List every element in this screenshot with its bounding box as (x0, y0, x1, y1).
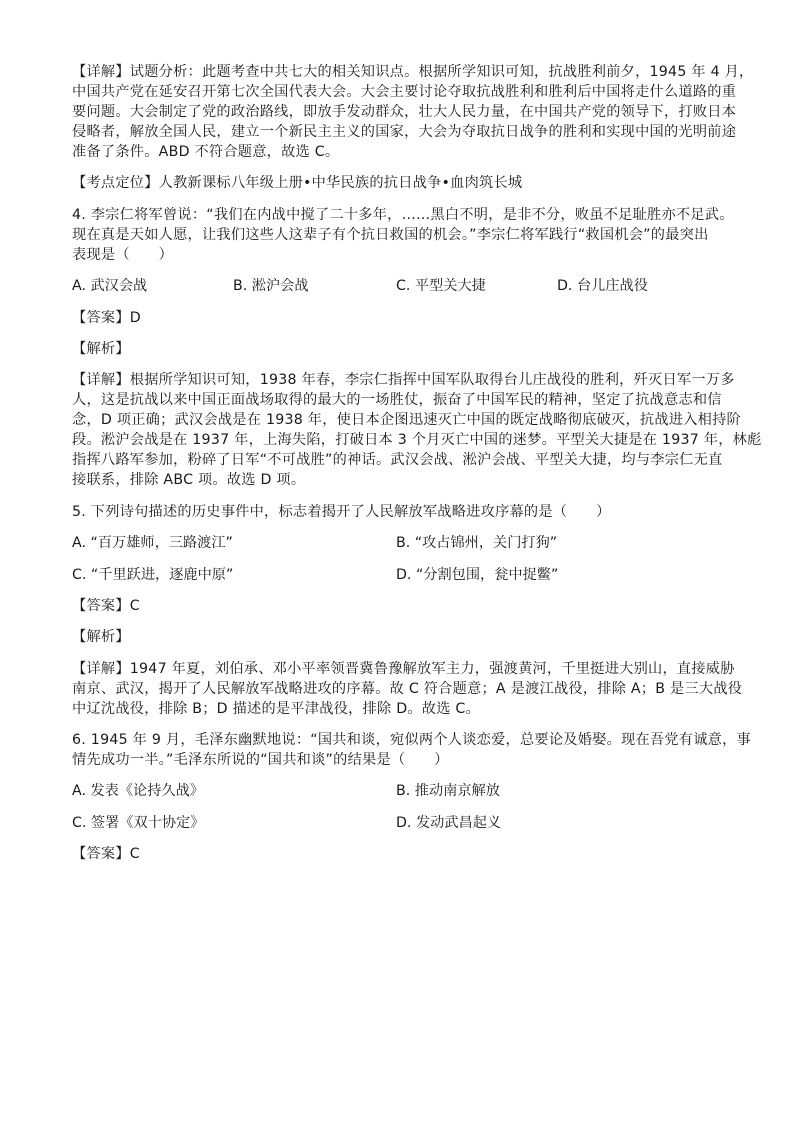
text-line: 【考点定位】人教新课标八年级上册•中华民族的抗日战争•血肉筑长城 (72, 175, 523, 192)
answer-option: C. “千里跃进，逐鹿中原” (72, 566, 234, 583)
text-line: 念，D 项正确；武汉会战是在 1938 年，使日本企图迅速灭亡中国的既定战略彻底破灭，抗战进入相持阶 (72, 412, 741, 429)
answer-option: B. “攻占锦州，关门打狗” (396, 535, 558, 552)
text-line: 【答案】D (72, 309, 141, 326)
answer-option: A. “百万雄师，三路渡江” (72, 535, 233, 552)
answer-option: B. 淞沪会战 (233, 278, 309, 295)
text-line: 情先成功一半。”毛泽东所说的“国共和谈”的结果是（ ） (72, 752, 449, 769)
answer-option: B. 推动南京解放 (396, 783, 500, 800)
text-line: 6. 1945 年 9 月，毛泽东幽默地说：“国共和谈，宛似两个人谈恋爱，总要论及婚娶。现在吾党有诚意，事 (72, 732, 751, 749)
answer-option: D. 发动武昌起义 (396, 814, 502, 831)
text-line: 5. 下列诗句描述的历史事件中，标志着揭开了人民解放军战略进攻序幕的是（ ） (72, 503, 611, 520)
text-line: 表现是（ ） (72, 246, 174, 263)
text-line: 【解析】 (72, 629, 130, 646)
text-line: 接联系，排除 ABC 项。故选 D 项。 (72, 472, 306, 489)
document-page (72, 62, 762, 864)
text-line: 【答案】C (72, 597, 140, 614)
option-row (72, 565, 726, 585)
option-row (72, 781, 726, 801)
text-line: 现在真是天如人愿，让我们这些人这辈子有个抗日救国的机会。”李宗仁将军践行“救国机会”的最突出 (72, 226, 709, 243)
option-row (72, 813, 726, 833)
answer-option: C. 平型关大捷 (396, 278, 486, 295)
option-row (72, 533, 726, 553)
text-line: 段。淞沪会战是在 1937 年，上海失陷，打破日本 3 个月灭亡中国的迷梦。平型关大捷是在 1937 年，林彪 (72, 432, 762, 449)
text-line: 4. 李宗仁将军曾说：“我们在内战中搅了二十多年，……黑白不明，是非不分，败虽不足耻胜亦不足武。 (72, 206, 734, 223)
answer-option: D. 台儿庄战役 (557, 278, 648, 295)
text-line: 【详解】试题分析：此题考查中共七大的相关知识点。根据所学知识可知，抗战胜利前夕，1945 年 4 月， (72, 64, 754, 80)
text-line: 指挥八路军参加，粉碎了日军“不可战胜”的神话。武汉会战、淞沪会战、平型关大捷，均与李宗仁无直 (72, 452, 723, 469)
text-line: 要问题。大会制定了党的政治路线，即放手发动群众，壮大人民力量，在中国共产党的领导下，打败日本 (72, 104, 737, 120)
answer-option: C. 签署《双十协定》 (72, 814, 205, 831)
text-line: 【详解】根据所学知识可知，1938 年春，李宗仁指挥中国军队取得台儿庄战役的胜利，歼灭日军一万多 (72, 372, 735, 389)
option-row (72, 276, 726, 296)
answer-option: A. 发表《论持久战》 (72, 783, 204, 800)
text-line: 南京、武汉，揭开了人民解放军战略进攻的序幕。故 C 符合题意；A 是渡江战役，排除 A；B 是三大战役 (72, 680, 743, 697)
text-line: 侵略者，解放全国人民，建立一个新民主主义的国家，大会为夺取抗日战争的胜利和实现中国的光明前途 (72, 124, 737, 140)
text-line: 中辽沈战役，排除 B；D 描述的是平津战役，排除 D。故选 C。 (72, 700, 481, 717)
text-line: 中国共产党在延安召开第七次全国代表大会。大会主要讨论夺取抗战胜利和胜利后中国将走什么道路的重 (72, 84, 737, 100)
text-line: 【答案】C (72, 846, 140, 863)
text-line: 【解析】 (72, 340, 130, 357)
answer-option: A. 武汉会战 (72, 278, 148, 295)
text-line: 准备了条件。ABD 不符合题意，故选 C。 (72, 144, 340, 160)
text-line: 人，这是抗战以来中国正面战场取得的最大的一场胜仗，振奋了中国军民的精神，坚定了抗战意志和信 (72, 392, 722, 409)
text-line: 【详解】1947 年夏，刘伯承、邓小平率领晋冀鲁豫解放军主力，强渡黄河，千里挺进大别山，直接威胁 (72, 660, 735, 677)
answer-option: D. “分割包围，瓮中捉鳖” (396, 566, 559, 583)
